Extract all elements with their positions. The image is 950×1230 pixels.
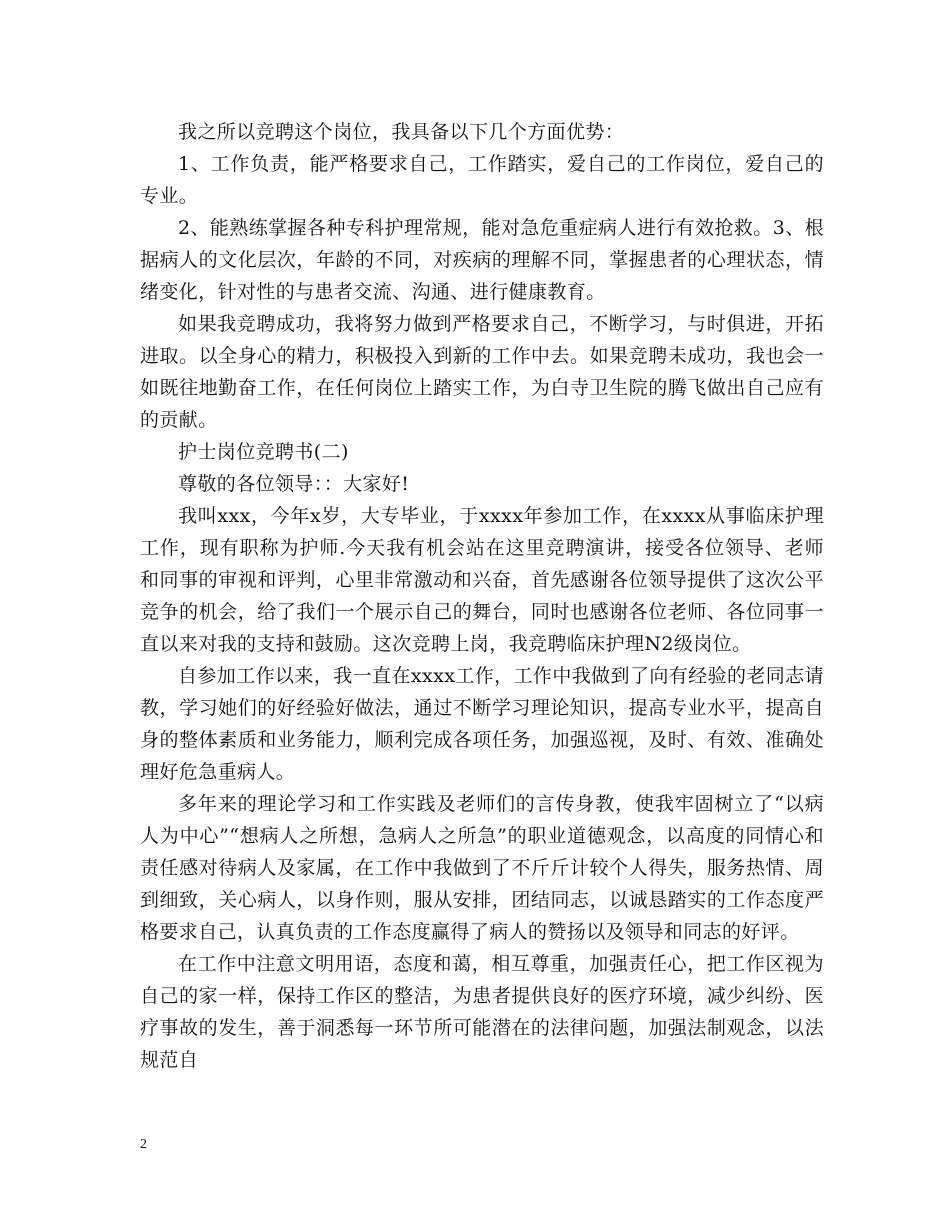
document-body [140,116,824,1076]
paragraph-professional-ethics: 多年来的理论学习和工作实践及老师们的言传身教，使我牢固树立了“以病人为中心”“想病人之所想，急病人之所急”的职业道德观念，以高度的同情心和责任感对待病人及家属，在工作中我做到了不斤斤计较个人得失，服务热情、周到细致，关心病人，以身作则，服从安排，团结同志，以诚恳踏实的工作态度严格要求自己，认真负责的工作态度赢得了病人的赞扬以及领导和同志的好评。 [140,793,824,943]
paragraph-work-conduct: 在工作中注意文明用语，态度和蔼，相互尊重，加强责任心，把工作区视为自己的家一样，保持工作区的整洁，为患者提供良好的医疗环境，减少纠纷、医疗事故的发生，善于洞悉每一环节所可能潜在的法律问题，加强法制观念，以法规范自 [140,953,824,1071]
section-heading: 护士岗位竞聘书(二) [178,441,349,463]
paragraph-advantages-intro: 我之所以竞聘这个岗位，我具备以下几个方面优势： [178,121,625,143]
paragraph-work-experience: 自参加工作以来，我一直在xxxx工作，工作中我做到了向有经验的老同志请教，学习她们的好经验好做法，通过不断学习理论知识，提高专业水平，提高自身的整体素质和业务能力，顺利完成各项任务，加强巡视，及时、有效、准确处理好危急重病人。 [140,665,824,783]
paragraph-advantage-1: 1、工作负责，能严格要求自己，工作踏实，爱自己的工作岗位，爱自己的专业。 [140,153,824,207]
paragraph-commitment: 如果我竞聘成功，我将努力做到严格要求自己，不断学习，与时俱进，开拓进取。以全身心的精力，积极投入到新的工作中去。如果竞聘未成功，我也会一如既往地勤奋工作，在任何岗位上踏实工作，为白寺卫生院的腾飞做出自己应有的贡献。 [140,313,824,431]
page-number: 2 [140,1137,147,1152]
salutation: 尊敬的各位领导：：大家好! [178,473,410,495]
paragraph-self-introduction: 我叫xxx，今年x岁，大专毕业，于xxxx年参加工作，在xxxx从事临床护理工作，现有职称为护师.今天我有机会站在这里竞聘演讲，接受各位领导、老师和同事的审视和评判，心里非常激动和兴奋，首先感谢各位领导提供了这次公平竞争的机会，给了我们一个展示自己的舞台，同时也感谢各位老师、各位同事一直以来对我的支持和鼓励。这次竞聘上岗，我竞聘临床护理N2级岗位。 [140,505,824,655]
paragraph-advantage-2-3: 2、能熟练掌握各种专科护理常规，能对急危重症病人进行有效抢救。3、根据病人的文化层次，年龄的不同，对疾病的理解不同，掌握患者的心理状态，情绪变化，针对性的与患者交流、沟通、进行健康教育。 [140,217,824,303]
